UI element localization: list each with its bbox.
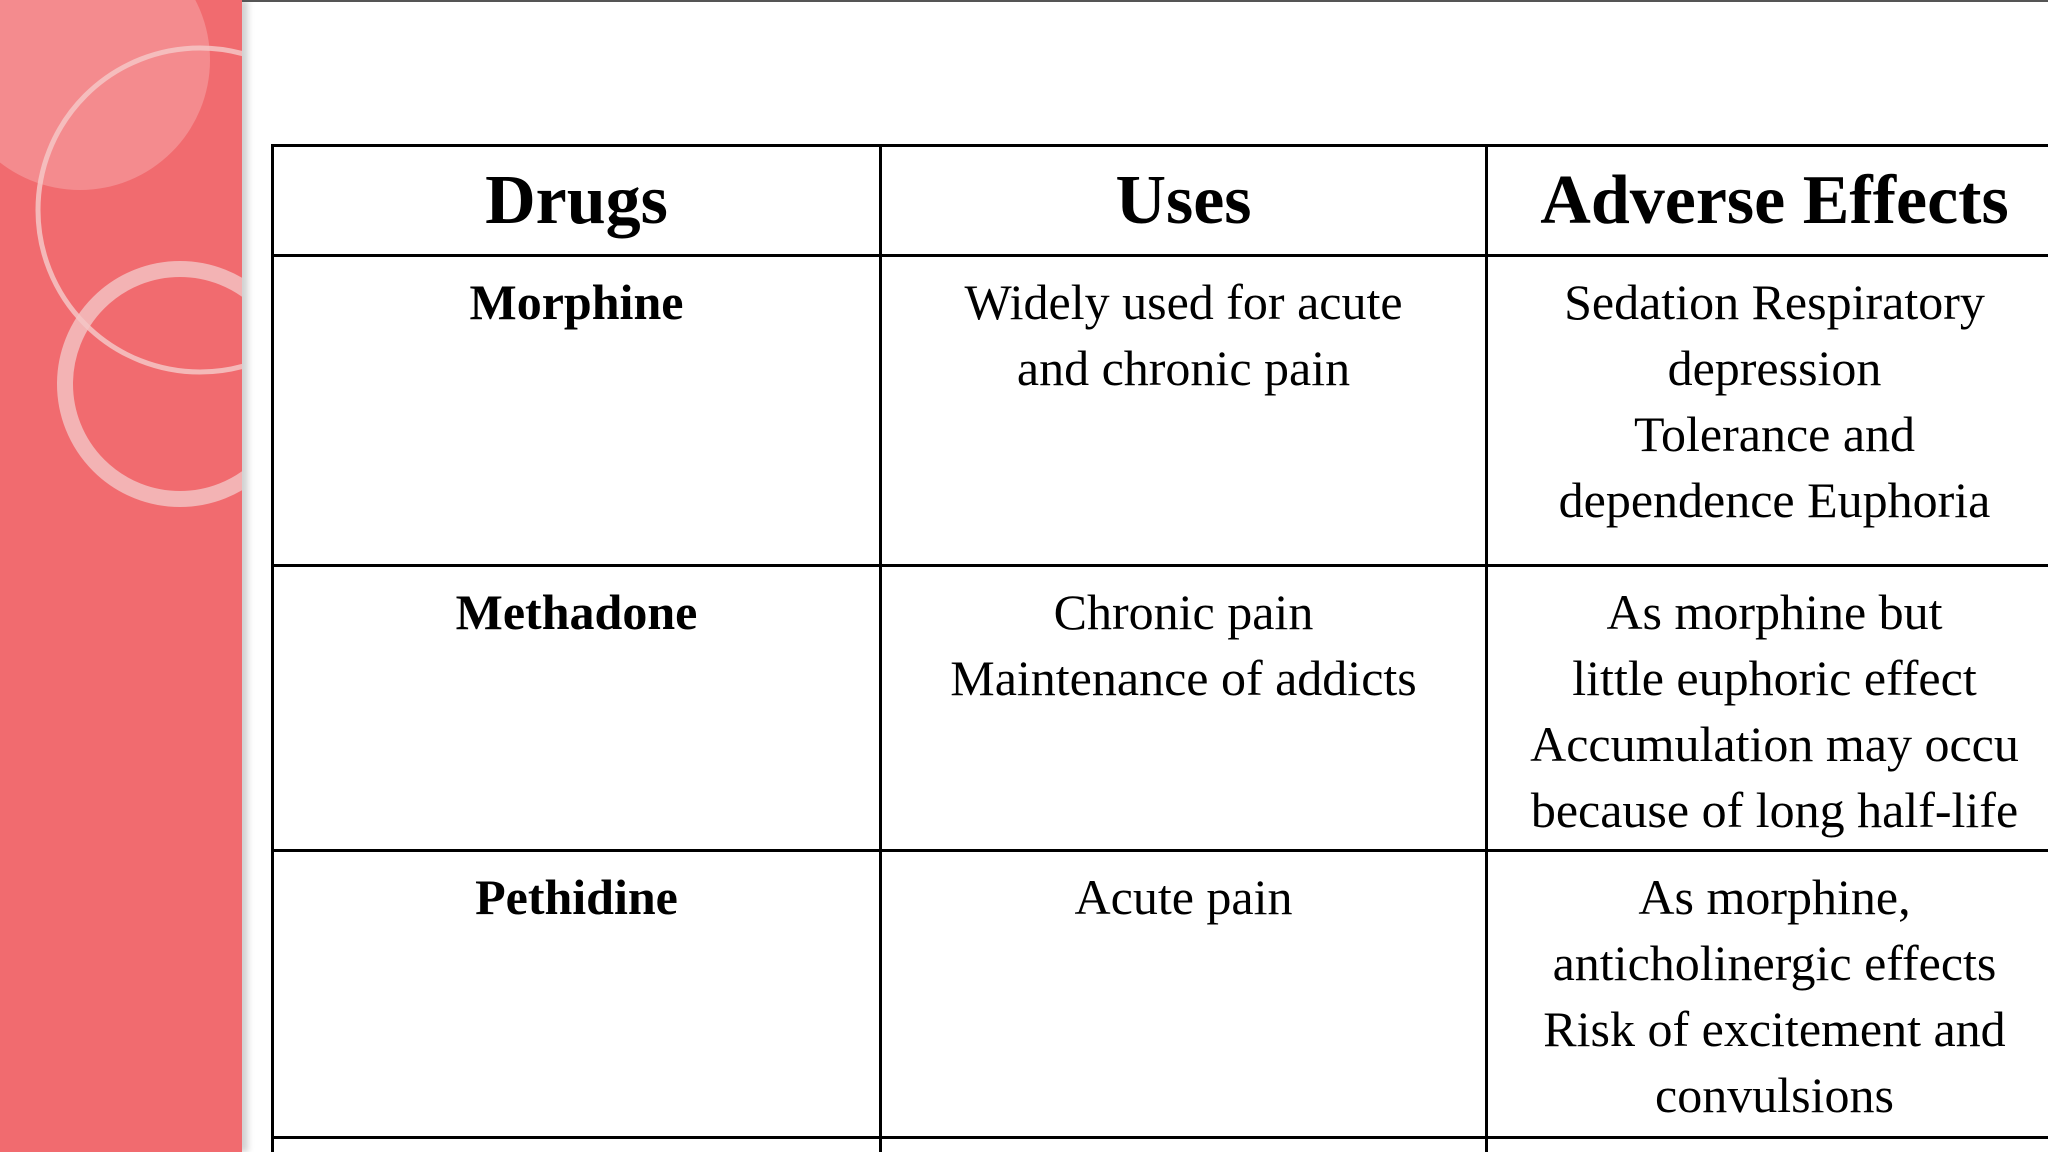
table-header-row — [273, 146, 2048, 256]
uses-cell — [881, 256, 1487, 566]
table-row — [273, 851, 2048, 1138]
adverse-effects-cell — [1487, 851, 2048, 1138]
empty-cell — [881, 1138, 1487, 1152]
adverse-line: Sedation Respiratory — [1564, 274, 1985, 330]
adverse-effects-cell — [1487, 256, 2048, 566]
adverse-line: Accumulation may occu — [1530, 716, 2019, 772]
drug-name-cell: Methadone — [273, 566, 881, 851]
adverse-line: convulsions — [1655, 1067, 1894, 1123]
decorative-sidebar — [0, 0, 242, 1152]
table-row — [273, 566, 2048, 851]
uses-line: Maintenance of addicts — [950, 650, 1417, 706]
empty-cell — [1487, 1138, 2048, 1152]
adverse-line: depression — [1667, 340, 1882, 396]
table-row — [273, 256, 2048, 566]
adverse-line: little euphoric effect — [1572, 650, 1977, 706]
drug-name-cell: Pethidine — [273, 851, 881, 1138]
uses-line: Acute pain — [1074, 869, 1293, 925]
adverse-effects-cell — [1487, 566, 2048, 851]
uses-line: and chronic pain — [1016, 340, 1351, 396]
header-adverse-effects: Adverse Effects — [1487, 146, 2048, 256]
top-border-line — [242, 0, 2048, 2]
adverse-line: As morphine but — [1606, 584, 1943, 640]
uses-cell — [881, 851, 1487, 1138]
adverse-line: because of long half-life — [1530, 782, 2019, 838]
adverse-line: Tolerance and — [1633, 406, 1916, 462]
uses-line: Chronic pain — [1053, 584, 1314, 640]
drug-table-container — [271, 144, 2048, 1152]
adverse-line: anticholinergic effects — [1552, 935, 1997, 991]
drug-table — [271, 144, 2048, 1152]
decorative-rings-icon — [0, 0, 242, 1152]
header-uses: Uses — [881, 146, 1487, 256]
adverse-line: Risk of excitement and — [1543, 1001, 2006, 1057]
adverse-line: As morphine, — [1638, 869, 1911, 925]
table-row-partial — [273, 1138, 2048, 1152]
drug-name-cell: Morphine — [273, 256, 881, 566]
uses-line: Widely used for acute — [964, 274, 1403, 330]
empty-cell — [273, 1138, 881, 1152]
header-drugs: Drugs — [273, 146, 881, 256]
adverse-line: dependence Euphoria — [1558, 472, 1991, 528]
uses-cell — [881, 566, 1487, 851]
